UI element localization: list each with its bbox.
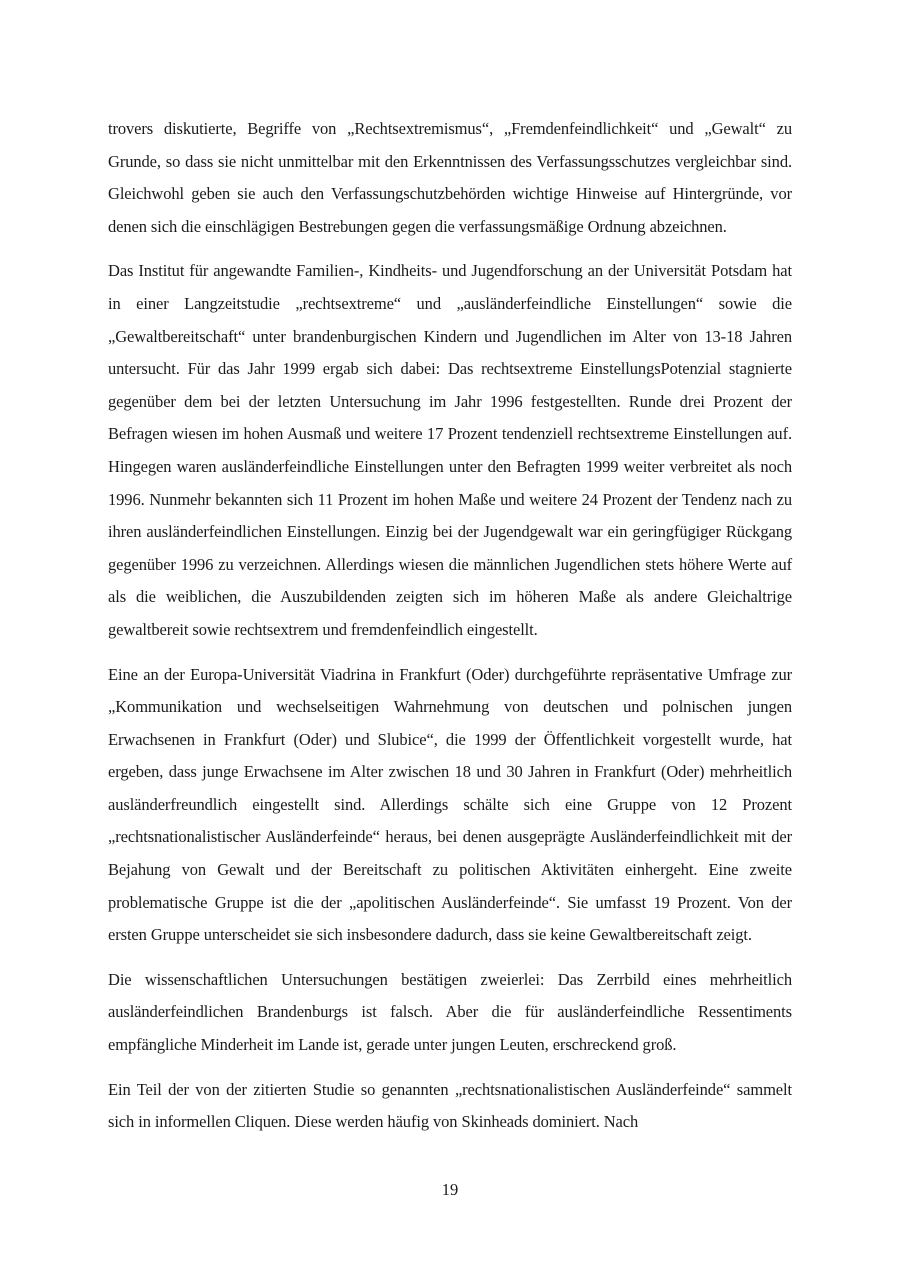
paragraph: Eine an der Europa-Universität Viadrina in Frankfurt (Oder) durchgeführte repräsentative Umfrage zur „Kommunikation und wechselseitigen Wahrnehmung von deutschen und polnischen jungen Erwachsenen in Frankfurt (Oder) und Slubice“, die 1999 der Öffentlichkeit vorgestellt wurde, hat ergeben, dass junge Erwachsene im Alter zwischen 18 und 30 Jahren in Frankfurt (Oder) mehrheitlich ausländerfreundlich eingestellt sind. Allerdings schälte sich eine Gruppe von 12 Prozent „rechtsnationalistischer Ausländerfeinde“ heraus, bei denen ausgeprägte Ausländerfeindlichkeit mit der Bejahung von Gewalt und der Bereitschaft zu politischen Aktivitäten einhergeht. Eine zweite problematische Gruppe ist die der „apolitischen Ausländerfeinde“. Sie umfasst 19 Prozent. Von der ersten Gruppe unterscheidet sie sich insbesondere dadurch, dass sie keine Gewaltbereitschaft zeigt.: [108, 664, 792, 945]
page-number: 19: [441, 1180, 459, 1199]
paragraph: Die wissenschaftlichen Untersuchungen bestätigen zweierlei: Das Zerrbild eines mehrheitlich ausländerfeindlichen Brandenburgs ist falsch. Aber die für ausländerfeindliche Ressentiments empfängliche Minderheit im Lande ist, gerade unter jungen Leuten, erschreckend groß.: [108, 969, 792, 1055]
paragraph: trovers diskutierte, Begriffe von „Rechtsextremismus“, „Fremdenfeindlichkeit“ und „Gewalt“ zu Grunde, so dass sie nicht unmittelbar mit den Erkenntnissen des Verfassungsschutzes vergleichbar sind. Gleichwohl geben sie auch den Verfassungschutzbehörden wichtige Hinweise auf Hintergründe, vor denen sich die einschlägigen Bestrebungen gegen die verfassungsmäßige Ordnung abzeichnen.: [108, 119, 792, 236]
paragraph: Ein Teil der von der zitierten Studie so genannten „rechtsnationalistischen Ausländerfeinde“ sammelt sich in informellen Cliquen. Diese werden häufig von Skinheads dominiert. Nach: [108, 1079, 792, 1132]
body-text: [108, 113, 792, 1151]
paragraph: Das Institut für angewandte Familien-, Kindheits- und Jugendforschung an der Universität Potsdam hat in einer Langzeitstudie „rechtsextreme“ und „ausländerfeindliche Einstellungen“ sowie die „Gewaltbereitschaft“ unter brandenburgischen Kindern und Jugendlichen im Alter von 13-18 Jahren untersucht. Für das Jahr 1999 ergab sich dabei: Das rechtsextreme EinstellungsPotenzial stagnierte gegenüber dem bei der letzten Untersuchung im Jahr 1996 festgestellten. Runde drei Prozent der Befragen wiesen im hohen Ausmaß und weitere 17 Prozent tendenziell rechtsextreme Einstellungen auf. Hingegen waren ausländerfeindliche Einstellungen unter den Befragten 1999 weiter verbreitet als noch 1996. Nunmehr bekannten sich 11 Prozent im hohen Maße und weitere 24 Prozent der Tendenz nach zu ihren ausländerfeindlichen Einstellungen. Einzig bei der Jugendgewalt war ein geringfügiger Rückgang gegenüber 1996 zu verzeichnen. Allerdings wiesen die männlichen Jugendlichen stets höhere Werte auf als die weiblichen, die Auszubildenden zeigten sich im höheren Maße als andere Gleichaltrige gewaltbereit sowie rechtsextrem und fremdenfeindlich eingestellt.: [108, 261, 792, 639]
